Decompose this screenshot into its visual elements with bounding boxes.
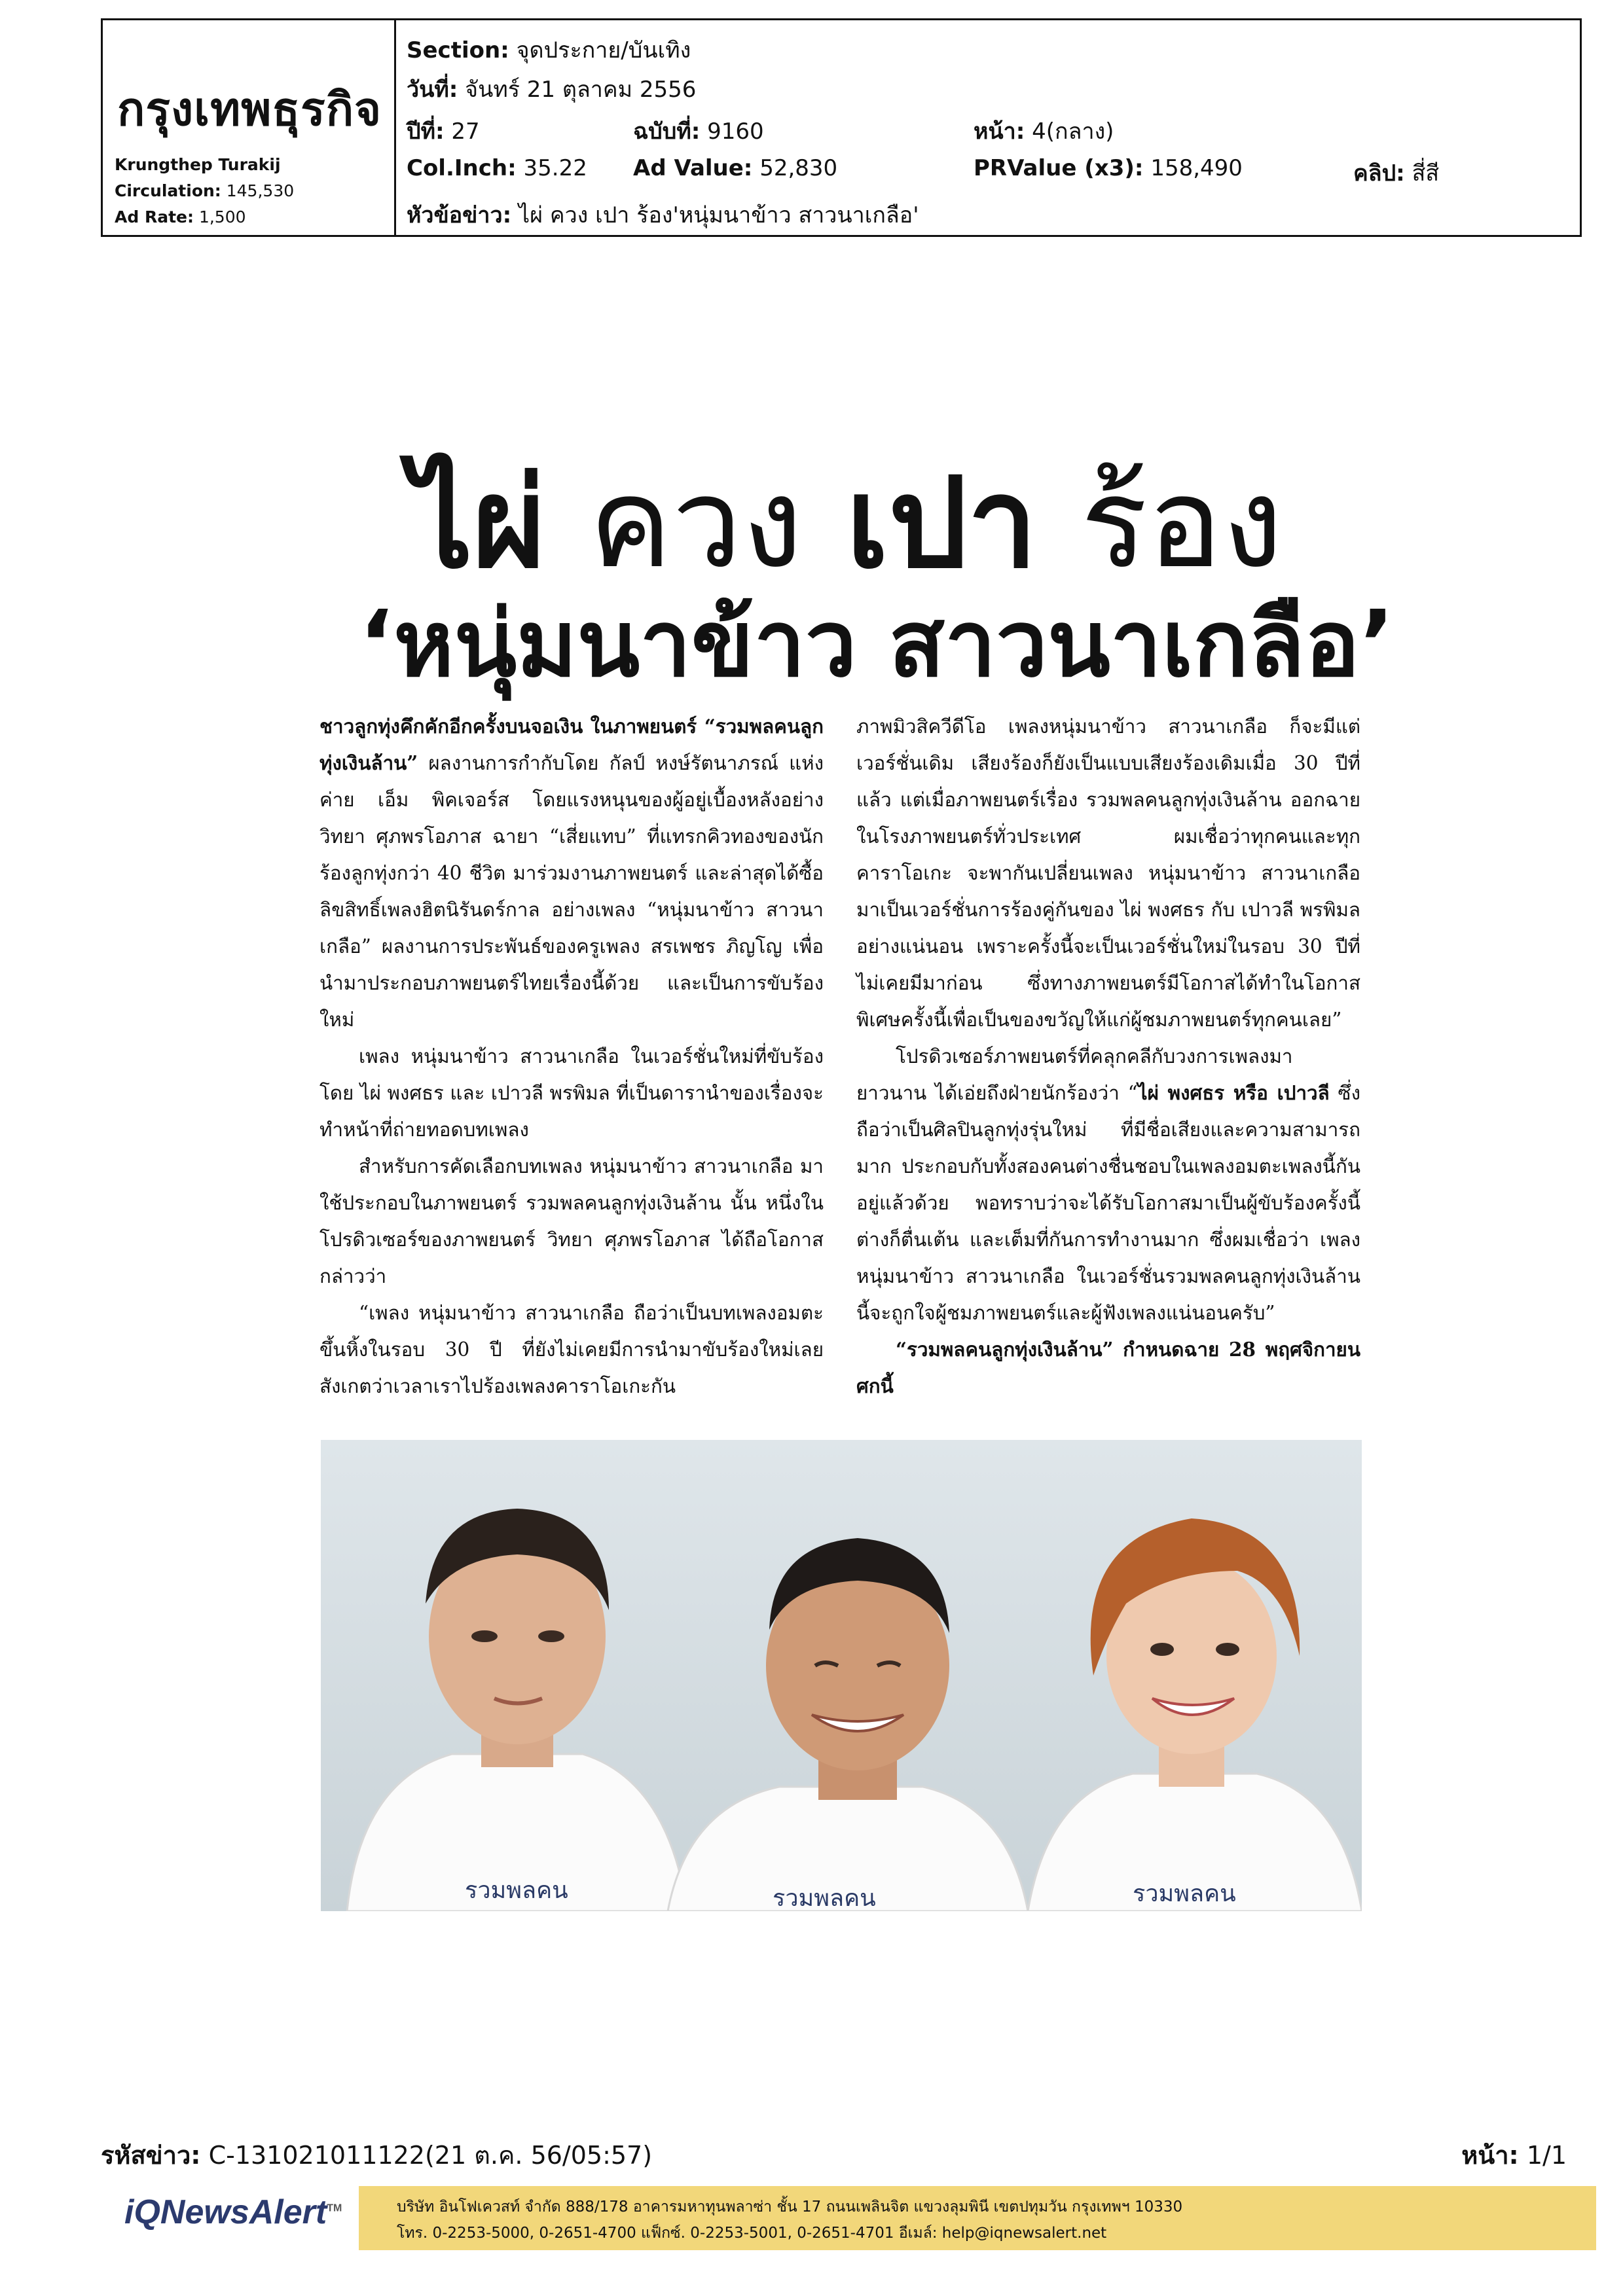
date-label: วันที่: — [407, 77, 458, 103]
colinch-label: Col.Inch: — [407, 155, 517, 181]
news-code-label: รหัสข่าว: — [101, 2141, 201, 2170]
year-row — [407, 113, 480, 149]
issue-value: 9160 — [707, 118, 764, 145]
year-label: ปีที่: — [407, 118, 445, 145]
circulation-value: 145,530 — [226, 181, 295, 200]
paragraph: ภาพมิวสิควีดีโอ เพลงหนุ่มนาข้าว สาวนาเกลือ ก็จะมีแต่เวอร์ชั่นเดิม เสียงร้องก็ยังเป็นแบบเสียงร้องเดิมเมื่อ 30 ปีที่แล้ว แต่เมื่อภาพยนตร์เรื่อง รวมพลคนลูกทุ่งเงินล้าน ออกฉายในโรงภาพยนตร์ทั่วประเทศ ผมเชื่อว่าทุกคนและทุกคาราโอเกะ จะพากันเปลี่ยนเพลง หนุ่มนาข้าว สาวนาเกลือ มาเป็นเวอร์ชั่นการร้องคู่กันของ ไผ่ พงศธร กับ เปาวลี พรพิมล อย่างแน่นอน เพราะครั้งนี้จะเป็นเวอร์ชั่นใหม่ในรอบ 30 ปีที่ไม่เคยมีมาก่อน ซึ่งทางภาพยนตร์มีโอกาสได้ทำในโอกาสพิเศษครั้งนี้เพื่อเป็นของขวัญให้แก่ผู้ชมภาพยนตร์ทุกคนเลย” — [856, 715, 1360, 1031]
headline-value: ไผ่ ควง เปา ร้อง'หนุ่มนาข้าว สาวนาเกลือ' — [519, 202, 919, 228]
clip-value: สี่สี — [1412, 160, 1440, 187]
photo-illustration — [321, 1440, 1362, 1911]
ad-rate-label: Ad Rate: — [115, 207, 194, 226]
iqnewsalert-logo — [124, 2193, 342, 2232]
article-photo — [321, 1440, 1362, 1911]
page-label: หน้า: — [974, 118, 1025, 145]
ad-rate-value: 1,500 — [198, 207, 246, 226]
headline-row — [407, 197, 919, 232]
advalue-value: 52,830 — [759, 155, 838, 181]
title-word-2: ควง — [589, 451, 803, 596]
title-word-3: เปา — [846, 451, 1038, 596]
section-row — [407, 32, 691, 67]
body-text: โปรดิวเซอร์ภาพยนตร์ที่คลุกคลีกับวงการเพลงมายาวนาน ได้เอ่ยถึงฝ่ายนักร้องว่า “ — [856, 1045, 1293, 1104]
article-title — [359, 451, 1334, 596]
section-value: จุดประกาย/บันเทิง — [516, 37, 691, 63]
advalue-row — [633, 155, 837, 181]
page-count-value: 1/1 — [1526, 2141, 1567, 2170]
newspaper-logo: กรุงเทพธุรกิจ — [117, 82, 382, 136]
issue-row — [633, 113, 764, 149]
clip-label: คลิป: — [1353, 160, 1405, 187]
year-value: 27 — [451, 118, 480, 145]
brand-name: iQNewsAlert — [124, 2193, 327, 2231]
prvalue-value: 158,490 — [1150, 155, 1243, 181]
title-word-4: ร้อง — [1080, 451, 1283, 596]
date-row — [407, 71, 696, 107]
date-value: จันทร์ 21 ตุลาคม 2556 — [465, 77, 697, 103]
shirt-print-middle: รวมพลคน — [773, 1885, 876, 1911]
advalue-label: Ad Value: — [633, 155, 753, 181]
colinch-row — [407, 155, 587, 181]
circulation — [115, 181, 294, 200]
publication-panel — [103, 20, 396, 235]
news-code — [101, 2135, 652, 2175]
page-count-label: หน้า: — [1461, 2141, 1519, 2170]
issue-label: ฉบับที่: — [633, 118, 701, 145]
ad-rate — [115, 207, 246, 226]
prvalue-row — [974, 155, 1243, 181]
paragraph: สำหรับการคัดเลือกบทเพลง หนุ่มนาข้าว สาวนาเกลือ มาใช้ประกอบในภาพยนตร์ รวมพลคนลูกทุ่งเงินล้าน นั้น หนึ่งในโปรดิวเซอร์ของภาพยนตร์ วิทยา ศุภพรโอภาส ได้ถือโอกาสกล่าวว่า — [319, 1155, 824, 1287]
circulation-label: Circulation: — [115, 181, 221, 200]
title-word-1: ไผ่ — [410, 451, 546, 596]
article-subtitle: ‘หนุ่มนาข้าว สาวนาเกลือ’ — [359, 591, 1395, 698]
page-row — [974, 113, 1114, 149]
prvalue-label: PRValue (x3): — [974, 155, 1144, 181]
clip-row — [1353, 155, 1439, 190]
company-address: บริษัท อินโฟเควสท์ จำกัด 888/178 อาคารมหาทุนพลาซ่า ชั้น 17 ถนนเพลินจิต แขวงลุมพินี เขตปทุมวัน กรุงเทพฯ 10330 — [397, 2198, 1183, 2215]
newspaper-name-en: Krungthep Turakij — [115, 155, 281, 174]
body-text: ผลงานการกำกับโดย กัลป์ หงษ์รัตนาภรณ์ แห่งค่าย เอ็ม พิคเจอร์ส โดยแรงหนุนของผู้อยู่เบื้องหลังอย่าง วิทยา ศุภพรโอภาส ฉายา “เสี่ยแทบ” ที่แทรกคิวทองของนักร้องลูกทุ่งกว่า 40 ชีวิต มาร่วมงานภาพยนตร์ และล่าสุดได้ซื้อลิขสิทธิ์เพลงฮิตนิรันดร์กาล อย่างเพลง “หนุ่มนาข้าว สาวนาเกลือ” ผลงานการประพันธ์ของครูเพลง สรเพชร ภิญโญ เพื่อนำมาประกอบภาพยนตร์ไทยเรื่องนี้ด้วย และเป็นการขับร้องใหม่ — [319, 752, 824, 1031]
paragraph: เพลง หนุ่มนาข้าว สาวนาเกลือ ในเวอร์ชั่นใหม่ที่ขับร้องโดย ไผ่ พงศธร และ เปาวลี พรพิมล ที่เป็นดารานำของเรื่องจะทำหน้าที่ถ่ายทอดบทเพลง — [319, 1045, 824, 1141]
news-code-value: C-131021011122(21 ต.ค. 56/05:57) — [208, 2141, 653, 2170]
page-value: 4(กลาง) — [1032, 118, 1114, 145]
clipping-header — [101, 18, 1582, 237]
body-text: ซึ่งถือว่าเป็นศิลปินลูกทุ่งรุ่นใหม่ ที่มีชื่อเสียงและความสามารถมาก ประกอบกับทั้งสองคนต่างชื่นชอบในเพลงอมตะเพลงนี้กันอยู่แล้วด้วย พอทราบว่าจะได้รับโอกาสมาเป็นผู้ขับร้องครั้งนี้ ต่างก็ตื่นเต้น และเต็มที่กันการทำงานมาก ซึ่งผมเชื่อว่า เพลง หนุ่มนาข้าว สาวนาเกลือ ในเวอร์ชั่นรวมพลคนลูกทุ่งเงินล้านนี้จะถูกใจผู้ชมภาพยนตร์และผู้ฟังเพลงแน่นอนครับ” — [856, 1082, 1360, 1324]
shirt-print-left: รวมพลคน — [465, 1877, 568, 1904]
lead-text: ชาวลูกทุ่งคึกคักอีกครั้งบนจอเงิน ในภาพยนตร์ “รวมพลคนลูกทุ่งเงินล้าน” — [319, 715, 824, 774]
headline-label: หัวข้อข่าว: — [407, 202, 512, 228]
article-column-2 — [856, 708, 1360, 1405]
article-column-1 — [319, 708, 824, 1405]
section-label: Section: — [407, 37, 509, 63]
paragraph — [319, 708, 824, 1038]
colinch-value: 35.22 — [523, 155, 587, 181]
shirt-print-right: รวมพลคน — [1133, 1880, 1236, 1907]
company-info-bar — [359, 2186, 1596, 2250]
paragraph — [856, 1038, 1360, 1331]
singer-names: ไผ่ พงศธร หรือ เปาวลี — [1137, 1081, 1330, 1104]
paragraph: “เพลง หนุ่มนาข้าว สาวนาเกลือ ถือว่าเป็นบทเพลงอมตะขึ้นหิ้งในรอบ 30 ปี ที่ยังไม่เคยมีการนำมาขับร้องใหม่เลย สังเกตว่าเวลาเราไปร้องเพลงคาราโอเกะกัน — [319, 1302, 824, 1397]
page-count — [1461, 2135, 1567, 2175]
release-note: “รวมพลคนลูกทุ่งเงินล้าน” กำหนดฉาย 28 พฤศจิกายน ศกนี้ — [856, 1338, 1360, 1397]
trademark: TM — [327, 2202, 342, 2214]
company-contact: โทร. 0-2253-5000, 0-2651-4700 แฟ็กซ์. 0-2253-5001, 0-2651-4701 อีเมล์: help@iqnewsalert.net — [397, 2225, 1107, 2242]
